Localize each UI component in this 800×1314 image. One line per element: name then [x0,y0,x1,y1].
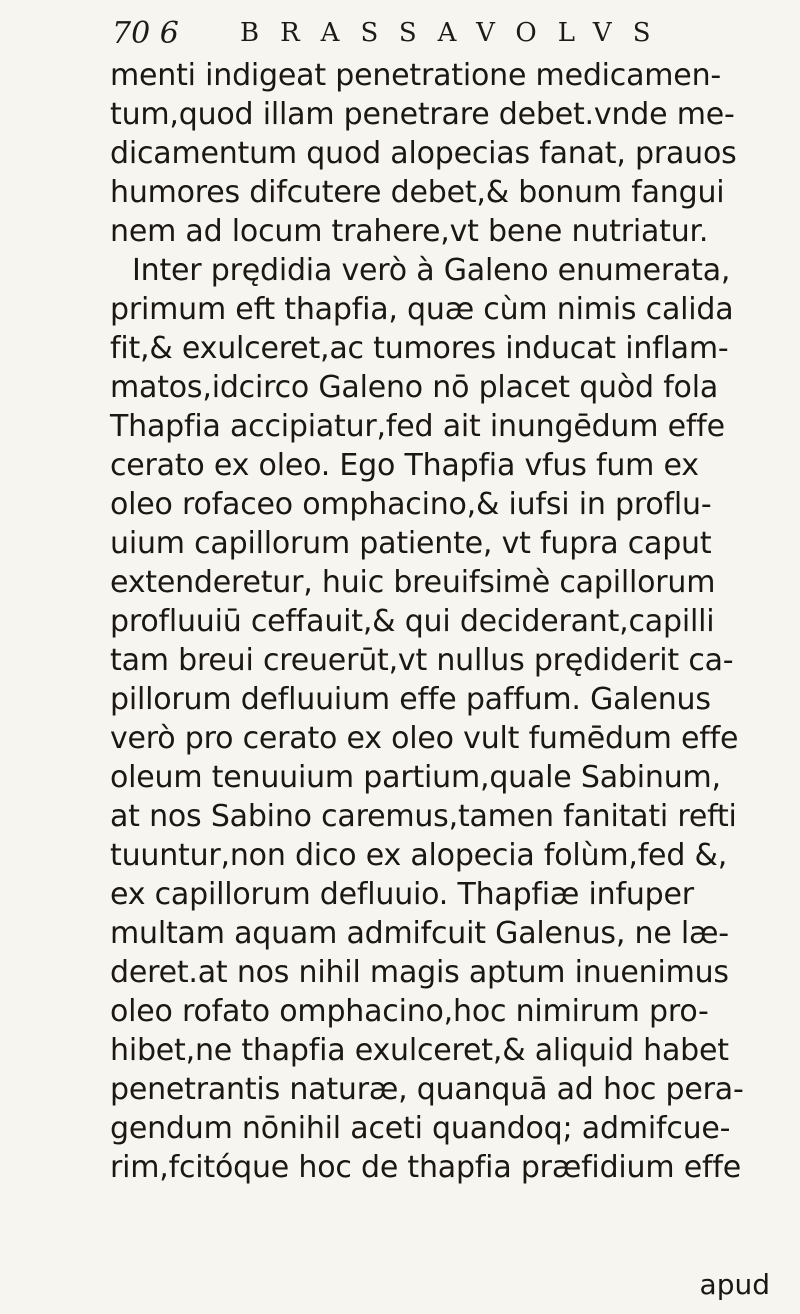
catchword: apud [699,1268,770,1301]
text-line: profluuiū ceffauit,& qui deciderant,capilli [110,604,715,639]
text-line: humores difcutere debet,& bonum fangui [110,175,725,210]
text-line: cerato ex oleo. Ego Thapfia vfus fum ex [110,448,699,483]
text-line: uium capillorum patiente, vt fupra caput [110,526,712,561]
text-line: verò pro cerato ex oleo vult fumēdum effe [110,721,739,756]
text-line: oleum tenuuium partium,quale Sabinum, [110,760,721,795]
text-line: tum,quod illam penetrare debet.vnde me- [110,97,735,132]
running-head: BRASSAVOLVS [240,18,672,48]
catchword-row [110,1268,770,1304]
page-header [0,0,800,60]
text-line: nem ad locum trahere,vt bene nutriatur. [110,214,709,249]
text-line: menti indigeat penetratione medicamen- [110,58,722,93]
text-line: tuuntur,non dico ex alopecia folùm,fed &, [110,838,728,873]
text-line: at nos Sabino caremus,tamen fanitati refti [110,799,737,834]
body-text [110,56,770,1187]
text-line: gendum nōnihil aceti quandoq; admifcue- [110,1111,731,1146]
text-line: ex capillorum defluuio. Thapfiæ infuper [110,877,694,912]
text-line: penetrantis naturæ, quanquā ad hoc pera- [110,1072,744,1107]
text-line: fit,& exulceret,ac tumores inducat inflam- [110,331,729,366]
text-line: Inter prędidia verò à Galeno enumerata, [132,253,731,288]
text-line: oleo rofaceo omphacino,& iufsi in proflu- [110,487,712,522]
text-line: tam breui creuerūt,vt nullus prędiderit ca- [110,643,734,678]
text-line: dicamentum quod alopecias fanat, prauos [110,136,737,171]
text-line: Thapfia accipiatur,fed ait inungēdum effe [110,409,725,444]
text-line: extenderetur, huic breuifsimè capillorum [110,565,716,600]
text-line: pillorum defluuium effe paffum. Galenus [110,682,711,717]
page-number: 70 6 [112,16,179,51]
text-line: oleo rofato omphacino,hoc nimirum pro- [110,994,709,1029]
text-line: multam aquam admifcuit Galenus, ne læ- [110,916,729,951]
text-line: deret.at nos nihil magis aptum inuenimus [110,955,729,990]
text-line: matos,idcirco Galeno nō placet quòd fola [110,370,719,405]
text-line: hibet,ne thapfia exulceret,& aliquid habet [110,1033,729,1068]
text-line: rim,fcitóque hoc de thapfia præfidium effe [110,1150,741,1185]
text-line: primum eft thapfia, quæ cùm nimis calida [110,292,734,327]
